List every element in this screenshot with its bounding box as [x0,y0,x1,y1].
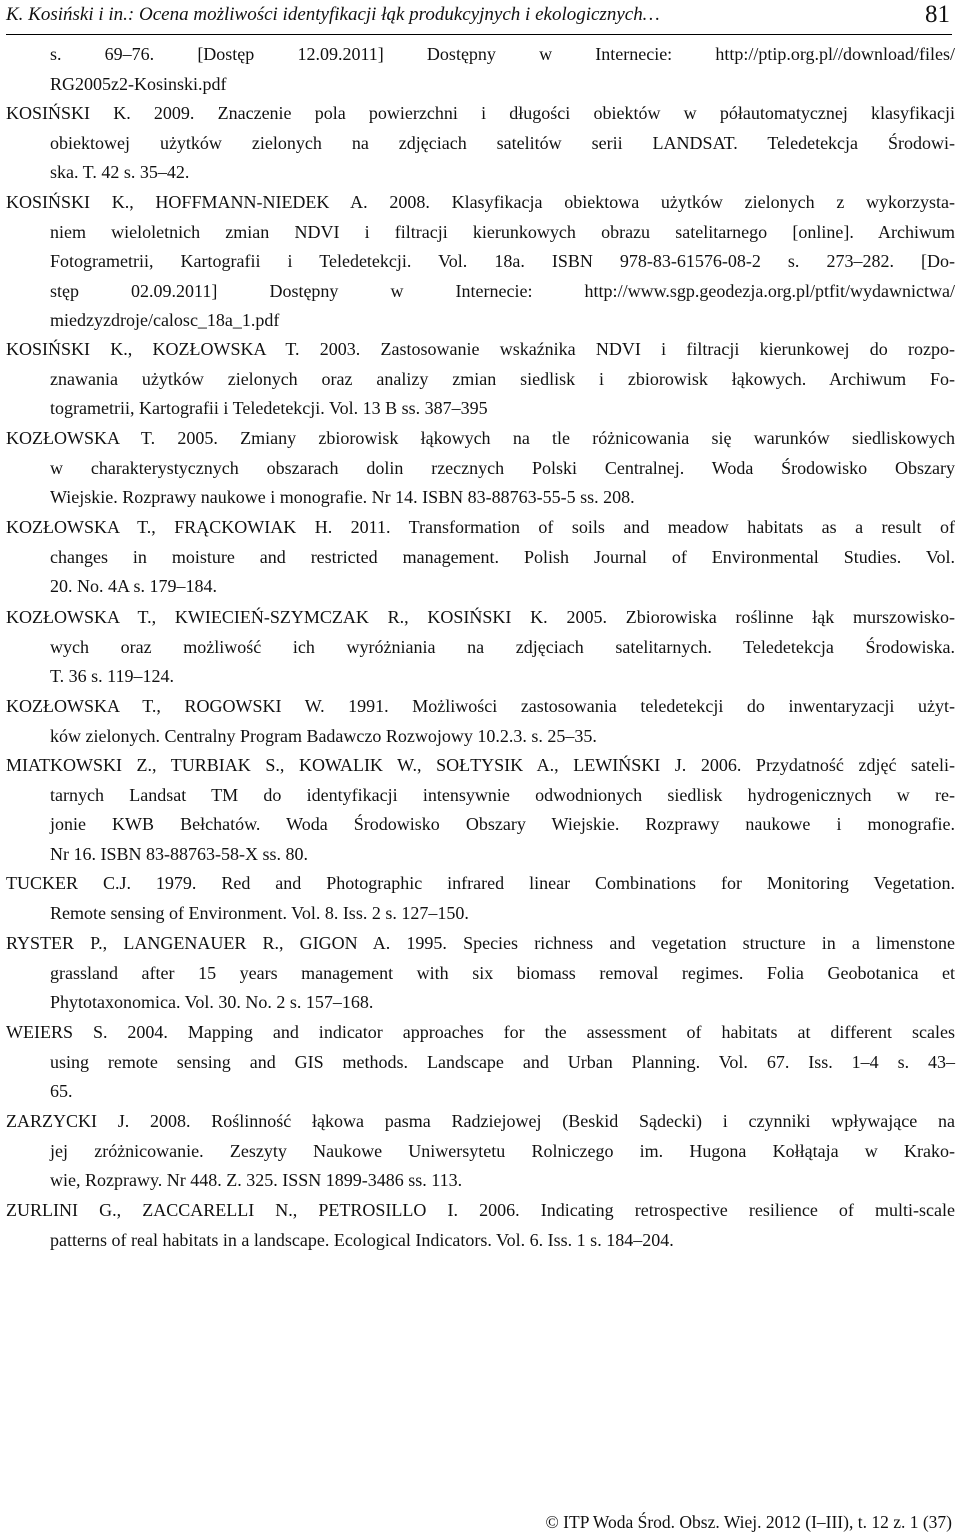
reference-line: stęp 02.09.2011] Dostępny w Internecie: http://www.sgp.geodezja.org.pl/ptfit/wydawnictwa/ [50,280,955,301]
footer-copyright: © ITP Woda Środ. Obsz. Wiej. 2012 (I–III), t. 12 z. 1 (37) [545,1512,952,1532]
reference-line: WEIERS S. 2004. Mapping and indicator approaches for the assessment of habitats at different scales [6,1022,955,1042]
reference-item [6,751,955,869]
reference-line: Wiejskie. Rozprawy naukowe i monografie. Nr 14. ISBN 83-88763-55-5 ss. 208. [50,487,635,507]
reference-line: togrametrii, Kartografii i Teledetekcji. Vol. 13 B ss. 387–395 [50,398,488,418]
reference-line: 65. [50,1081,73,1101]
reference-line: s. 69–76. [Dostęp 12.09.2011] Dostępny w Internecie: http://ptip.org.pl//download/files/ [50,44,955,64]
reference-line: ków zielonych. Centralny Program Badawczo Rozwojowy 10.2.3. s. 25–35. [50,725,597,746]
reference-line: wych oraz możliwość ich wyróżniania na zdjęciach satelitarnych. Teledetekcja Środowiska. [50,636,955,657]
reference-item [6,869,955,928]
reference-line: jonie KWB Bełchatów. Woda Środowisko Obszary Wiejskie. Rozprawy naukowe i monografie. [50,814,955,834]
page-number: 81 [925,1,950,28]
reference-line: KOSIŃSKI K., HOFFMANN-NIEDEK A. 2008. Klasyfikacja obiektowa użytków zielonych z wykorzysta- [6,192,955,212]
running-header [6,0,952,35]
reference-line: T. 36 s. 119–124. [50,666,174,686]
reference-item [6,603,955,692]
reference-line: ska. T. 42 s. 35–42. [50,162,190,182]
reference-line: KOZŁOWSKA T., FRĄCKOWIAK H. 2011. Transformation of soils and meadow habitats as a result of [6,517,955,537]
reference-line: ZURLINI G., ZACCARELLI N., PETROSILLO I. 2006. Indicating retrospective resilience of multi-scale [6,1200,955,1220]
reference-line: ZARZYCKI J. 2008. Roślinność łąkowa pasma Radziejowej (Beskid Sądecki) i czynniki wpływające na [6,1111,955,1131]
reference-line: KOZŁOWSKA T., KWIECIEŃ-SZYMCZAK R., KOSIŃSKI K. 2005. Zbiorowiska roślinne łąk murszowisko- [6,607,955,627]
reference-line: TUCKER C.J. 1979. Red and Photographic infrared linear Combinations for Monitoring Vegetation. [6,873,955,893]
reference-line: Fotogrametrii, Kartografii i Teledetekcji. Vol. 18a. ISBN 978-83-61576-08-2 s. 273–282. [Do- [50,251,955,271]
reference-line: w charakterystycznych obszarach dolin rzecznych Polski Centralnej. Woda Środowisko Obszary [50,457,955,478]
reference-item [6,99,955,188]
reference-item [6,1196,955,1255]
reference-line: MIATKOWSKI Z., TURBIAK S., KOWALIK W., SOŁTYSIK A., LEWIŃSKI J. 2006. Przydatność zdjęć sateli- [6,755,955,775]
reference-line: Remote sensing of Environment. Vol. 8. Iss. 2 s. 127–150. [50,902,469,923]
reference-line: KOSIŃSKI K. 2009. Znaczenie pola powierzchni i długości obiektów w półautomatycznej klasyfikacji [6,103,955,123]
reference-line: Nr 16. ISBN 83-88763-58-X ss. 80. [50,843,308,864]
reference-line: znawania użytków zielonych oraz analizy zmian siedlisk i zbiorowisk łąkowych. Archiwum Fo- [50,368,955,389]
reference-line: changes in moisture and restricted management. Polish Journal of Environmental Studies. Vol. [50,546,955,567]
reference-line: miedzyzdroje/calosc_18a_1.pdf [50,310,280,330]
running-title: K. Kosiński i in.: Ocena możliwości identyfikacji łąk produkcyjnych i ekologicznych… [6,4,660,25]
reference-item [50,40,955,99]
reference-item [6,513,955,602]
reference-item [6,1018,955,1107]
reference-item [6,692,955,751]
reference-item [6,1107,955,1196]
reference-item [6,188,955,336]
reference-item [6,929,955,1018]
reference-line: using remote sensing and GIS methods. Landscape and Urban Planning. Vol. 67. Iss. 1–4 s. 43– [50,1051,955,1072]
reference-line: RYSTER P., LANGENAUER R., GIGON A. 1995. Species richness and vegetation structure in a limenstone [6,933,955,953]
reference-line: KOZŁOWSKA T. 2005. Zmiany zbiorowisk łąkowych na tle różnicowania się warunków siedliskowych [6,428,955,448]
reference-item [6,335,955,424]
reference-line: niem wieloletnich zmian NDVI i filtracji kierunkowych obrazu satelitarnego [online]. Archiwum [50,221,955,242]
reference-line: RG2005z2-Kosinski.pdf [50,73,227,94]
reference-line: KOSIŃSKI K., KOZŁOWSKA T. 2003. Zastosowanie wskaźnika NDVI i filtracji kierunkowej do rozpo- [6,339,955,359]
reference-line: wie, Rozprawy. Nr 448. Z. 325. ISSN 1899-3486 ss. 113. [50,1170,463,1190]
reference-line: obiektowej użytków zielonych na zdjęciach satelitów serii LANDSAT. Teledetekcja Środowi- [50,132,955,153]
reference-line: KOZŁOWSKA T., ROGOWSKI W. 1991. Możliwości zastosowania teledetekcji do inwentaryzacji użyt- [6,696,955,716]
reference-line: tarnych Landsat TM do identyfikacji intensywnie odwodnionych siedlisk hydrogenicznych w re- [50,784,955,805]
reference-line: grassland after 15 years management with six biomass removal regimes. Folia Geobotanica et [50,962,955,983]
reference-line: patterns of real habitats in a landscape. Ecological Indicators. Vol. 6. Iss. 1 s. 184–204. [50,1229,674,1250]
reference-line: 20. No. 4A s. 179–184. [50,576,218,596]
reference-item [6,424,955,513]
reference-line: jej zróżnicowanie. Zeszyty Naukowe Uniwersytetu Rolniczego im. Hugona Kołłątaja w Krako- [50,1140,955,1161]
reference-line: Phytotaxonomica. Vol. 30. No. 2 s. 157–168. [50,992,374,1012]
